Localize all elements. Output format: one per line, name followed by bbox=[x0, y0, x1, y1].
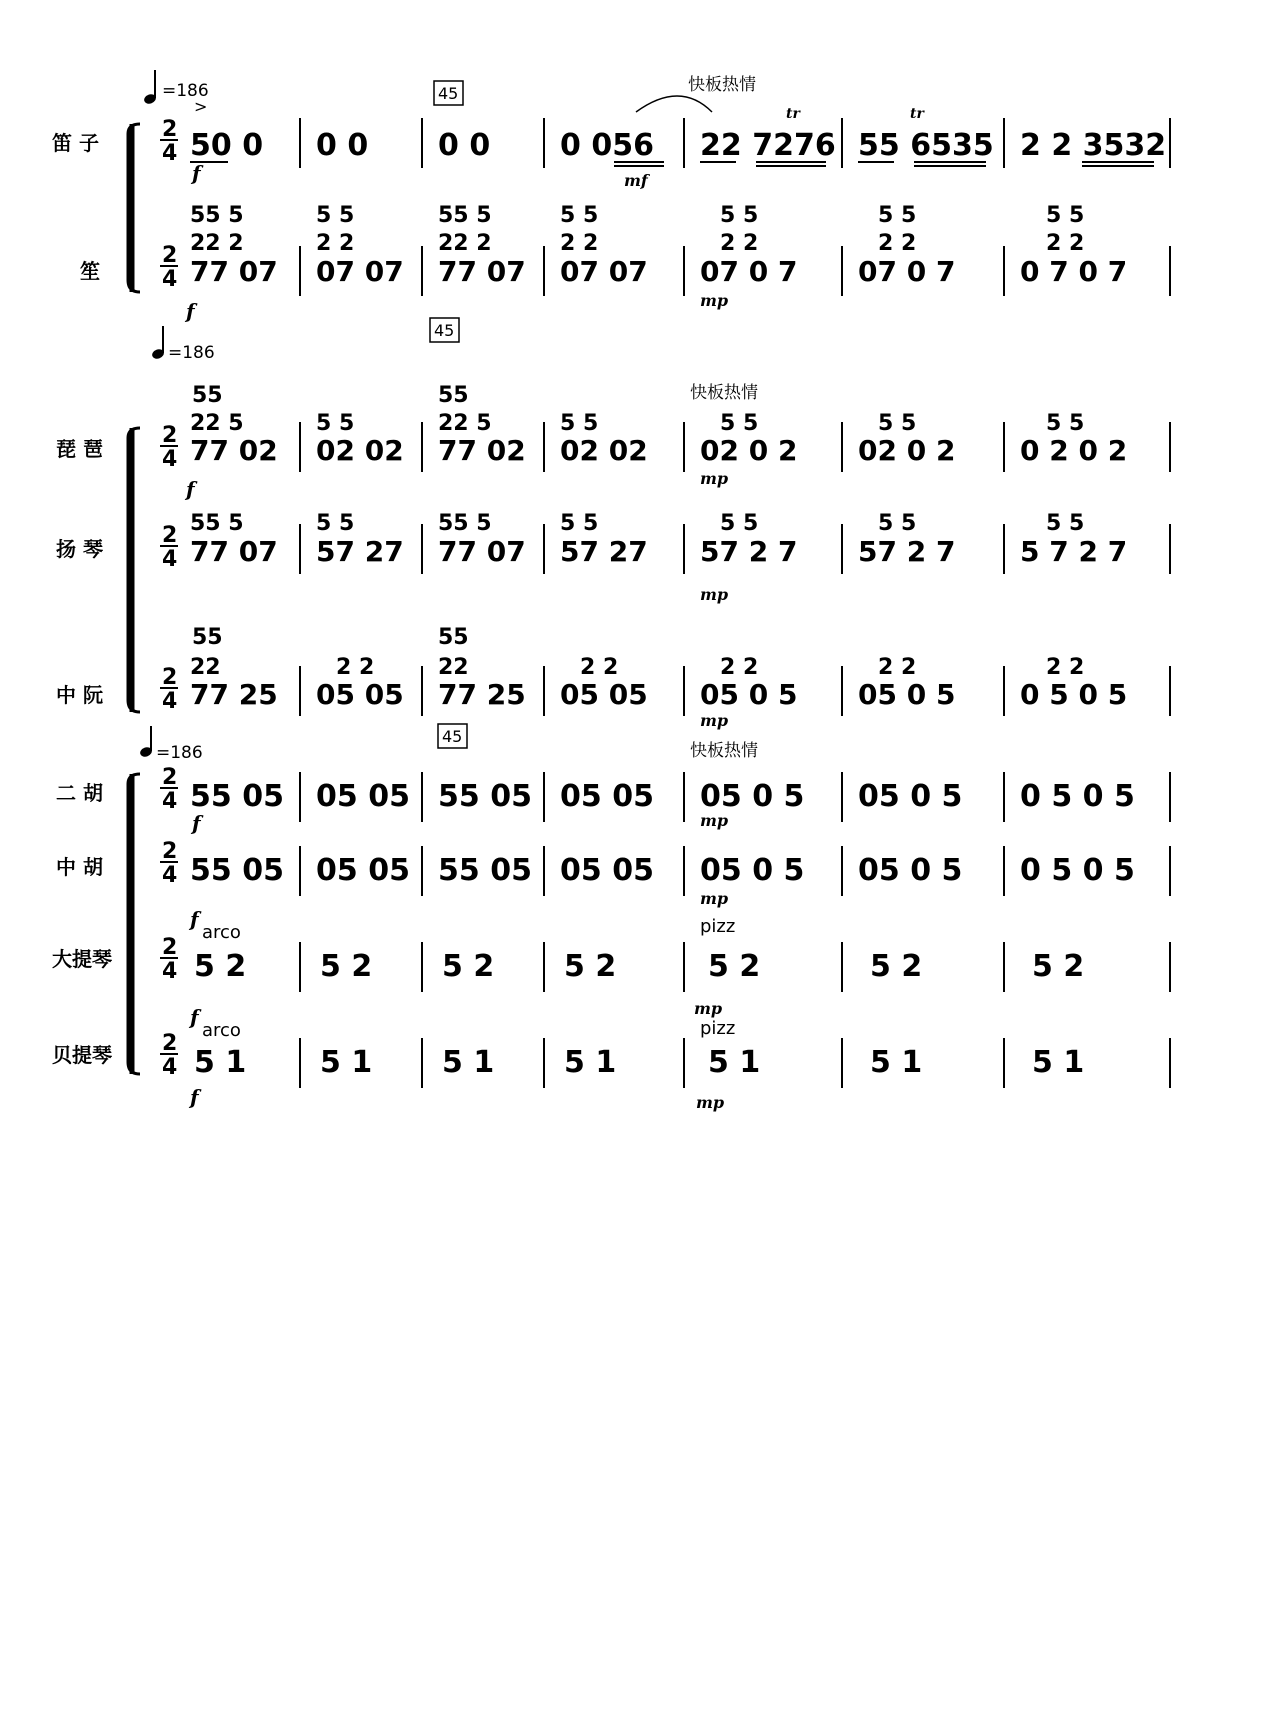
rehearsal-mark bbox=[438, 724, 467, 748]
time-signature bbox=[160, 935, 178, 984]
svg-text:2: 2 bbox=[162, 523, 178, 548]
system-plucked bbox=[56, 383, 1170, 730]
measure: 5 2 bbox=[870, 949, 923, 984]
measure: 0 2 0 2 bbox=[1020, 434, 1128, 467]
svg-text:4: 4 bbox=[162, 959, 178, 984]
trill-mark: tr bbox=[910, 106, 924, 122]
measure: 05 0 5 bbox=[858, 678, 956, 711]
svg-text:4: 4 bbox=[162, 547, 178, 572]
dynamic-mp: mp bbox=[700, 291, 729, 310]
measure: 5 2 bbox=[442, 949, 495, 984]
svg-text:55: 55 bbox=[192, 625, 223, 650]
svg-text:2 2: 2 2 bbox=[878, 655, 917, 680]
measure: 5 1 bbox=[194, 1045, 247, 1080]
measure: 77 07 bbox=[190, 255, 278, 288]
dynamic-f: f bbox=[190, 907, 199, 931]
measure: 0 5 0 5 bbox=[1020, 853, 1135, 888]
staff-label-bass: 贝提琴 bbox=[52, 1043, 112, 1067]
svg-text:2 2: 2 2 bbox=[1046, 655, 1085, 680]
measure: 0 0 bbox=[438, 128, 491, 163]
svg-text:4: 4 bbox=[162, 863, 178, 888]
svg-text:2 2: 2 2 bbox=[1046, 231, 1085, 256]
measure: 02 02 bbox=[316, 434, 404, 467]
measure: 5 1 bbox=[320, 1045, 373, 1080]
svg-text:4: 4 bbox=[162, 447, 178, 472]
svg-text:2: 2 bbox=[162, 1031, 178, 1056]
staff-label-dizi: 笛 子 bbox=[52, 131, 99, 155]
measure: 02 0 2 bbox=[700, 434, 798, 467]
svg-text:5 5: 5 5 bbox=[560, 511, 599, 536]
time-signature bbox=[160, 839, 178, 888]
tempo-text: =186 bbox=[162, 81, 209, 101]
measure: 05 0 5 bbox=[700, 853, 805, 888]
time-signature bbox=[160, 1031, 178, 1080]
svg-text:4: 4 bbox=[162, 267, 178, 292]
staff-dizi bbox=[190, 96, 1166, 190]
pizz-text: pizz bbox=[700, 1018, 736, 1039]
measure: 07 0 7 bbox=[858, 255, 956, 288]
time-signature bbox=[160, 117, 178, 166]
measure: 05 0 5 bbox=[858, 853, 963, 888]
measure: 57 2 7 bbox=[700, 535, 798, 568]
svg-text:5 5: 5 5 bbox=[316, 203, 355, 228]
svg-text:5 5: 5 5 bbox=[560, 411, 599, 436]
time-signature bbox=[160, 243, 178, 292]
svg-text:2 2: 2 2 bbox=[720, 231, 759, 256]
dynamic-mp: mp bbox=[700, 889, 729, 908]
measure: 77 07 bbox=[438, 535, 526, 568]
svg-text:2 2: 2 2 bbox=[580, 655, 619, 680]
dynamic-mf: mf bbox=[624, 171, 648, 190]
rehearsal-mark bbox=[430, 318, 459, 342]
measure: 55 05 bbox=[190, 779, 284, 814]
measure: 05 05 bbox=[316, 678, 404, 711]
arco-text: arco bbox=[202, 1020, 241, 1041]
svg-text:2: 2 bbox=[162, 117, 178, 142]
measure: 07 0 7 bbox=[700, 255, 798, 288]
svg-text:22 5: 22 5 bbox=[190, 411, 244, 436]
expression-text: 快板热情 bbox=[688, 75, 756, 95]
measure: 5 1 bbox=[870, 1045, 923, 1080]
measure: 57 27 bbox=[316, 535, 404, 568]
tempo-marking bbox=[151, 326, 215, 363]
svg-text:5 5: 5 5 bbox=[560, 203, 599, 228]
rehearsal-number: 45 bbox=[438, 84, 459, 103]
expression-text: 快板热情 bbox=[690, 383, 758, 403]
svg-text:2 2: 2 2 bbox=[316, 231, 355, 256]
svg-text:5 5: 5 5 bbox=[1046, 411, 1085, 436]
staff-label-zhongruan: 中 阮 bbox=[56, 683, 103, 707]
staff-label-sheng: 笙 bbox=[80, 259, 100, 283]
svg-text:2: 2 bbox=[162, 423, 178, 448]
measure: 5 2 bbox=[194, 949, 247, 984]
measure: 77 07 bbox=[190, 535, 278, 568]
svg-text:55 5: 55 5 bbox=[438, 511, 492, 536]
dynamic-mp: mp bbox=[696, 1093, 725, 1112]
measure: 5 1 bbox=[564, 1045, 617, 1080]
svg-text:2 2: 2 2 bbox=[878, 231, 917, 256]
dynamic-f: f bbox=[186, 477, 195, 501]
staff-pipa bbox=[184, 383, 1127, 501]
measure: 5 7 2 7 bbox=[1020, 535, 1128, 568]
staff-label-erhu: 二 胡 bbox=[56, 781, 103, 805]
measure: 02 0 2 bbox=[858, 434, 956, 467]
measure: 0 0 bbox=[316, 128, 369, 163]
svg-text:55: 55 bbox=[438, 383, 469, 408]
dynamic-f: f bbox=[192, 811, 201, 835]
svg-text:55: 55 bbox=[192, 383, 223, 408]
svg-text:55 5: 55 5 bbox=[190, 203, 244, 228]
trill-mark: tr bbox=[786, 106, 800, 122]
slur bbox=[636, 96, 712, 112]
measure: 05 05 bbox=[560, 678, 648, 711]
svg-text:5 5: 5 5 bbox=[1046, 511, 1085, 536]
tempo-marking bbox=[139, 726, 203, 763]
measure: 05 05 bbox=[560, 779, 654, 814]
rehearsal-mark bbox=[434, 81, 463, 105]
measure: 5 2 bbox=[564, 949, 617, 984]
accent-mark: > bbox=[194, 97, 208, 116]
svg-text:5 5: 5 5 bbox=[1046, 203, 1085, 228]
measure: 22 7276 bbox=[700, 128, 836, 163]
time-signature bbox=[160, 423, 178, 472]
measure: 05 0 5 bbox=[700, 779, 805, 814]
measure: 05 05 bbox=[560, 853, 654, 888]
staff-bass bbox=[188, 1045, 1084, 1112]
svg-text:5 5: 5 5 bbox=[316, 511, 355, 536]
measure: 02 02 bbox=[560, 434, 648, 467]
svg-text:4: 4 bbox=[162, 1055, 178, 1080]
dynamic-f: f bbox=[190, 1005, 199, 1029]
measure: 05 0 5 bbox=[858, 779, 963, 814]
svg-text:2 2: 2 2 bbox=[560, 231, 599, 256]
svg-text:4: 4 bbox=[162, 141, 178, 166]
svg-text:22 5: 22 5 bbox=[438, 411, 492, 436]
svg-text:45: 45 bbox=[434, 321, 455, 340]
measure: 05 0 5 bbox=[700, 678, 798, 711]
staff-erhu bbox=[190, 779, 1135, 835]
measure: 0 5 0 5 bbox=[1020, 779, 1135, 814]
time-signature bbox=[160, 665, 178, 714]
svg-text:22: 22 bbox=[190, 655, 221, 680]
svg-text:2: 2 bbox=[162, 935, 178, 960]
staff-yangqin bbox=[190, 511, 1127, 604]
dynamic-f: f bbox=[192, 161, 201, 185]
staff-label-pipa: 琵 琶 bbox=[56, 437, 103, 461]
svg-text:5 5: 5 5 bbox=[878, 203, 917, 228]
measure: 55 05 bbox=[438, 853, 532, 888]
measure: 07 07 bbox=[560, 255, 648, 288]
measure: 5 2 bbox=[708, 949, 761, 984]
svg-text:5 5: 5 5 bbox=[316, 411, 355, 436]
measure: 55 05 bbox=[438, 779, 532, 814]
measure: 57 27 bbox=[560, 535, 648, 568]
measure: 5 1 bbox=[1032, 1045, 1085, 1080]
measure: 50 0 bbox=[190, 128, 264, 163]
svg-text:5 5: 5 5 bbox=[720, 511, 759, 536]
staff-label-yangqin: 扬 琴 bbox=[56, 537, 103, 561]
svg-text:2 2: 2 2 bbox=[336, 655, 375, 680]
dynamic-f: f bbox=[186, 299, 195, 323]
measure: 77 25 bbox=[190, 678, 278, 711]
svg-text:5 5: 5 5 bbox=[878, 411, 917, 436]
staff-label-zhonghu: 中 胡 bbox=[56, 855, 103, 879]
svg-text:2: 2 bbox=[162, 765, 178, 790]
svg-text:45: 45 bbox=[442, 727, 463, 746]
svg-text:=186: =186 bbox=[168, 343, 215, 363]
measure: 5 2 bbox=[1032, 949, 1085, 984]
measure: 77 02 bbox=[438, 434, 526, 467]
measure: 05 05 bbox=[316, 853, 410, 888]
svg-text:5 5: 5 5 bbox=[720, 203, 759, 228]
svg-text:4: 4 bbox=[162, 689, 178, 714]
arco-text: arco bbox=[202, 922, 241, 943]
svg-text:2: 2 bbox=[162, 839, 178, 864]
dynamic-f: f bbox=[190, 1085, 199, 1109]
pizz-text: pizz bbox=[700, 916, 736, 937]
svg-text:2: 2 bbox=[162, 243, 178, 268]
staff-sheng bbox=[184, 203, 1127, 323]
measure: 0 7 0 7 bbox=[1020, 255, 1128, 288]
measure: 5 2 bbox=[320, 949, 373, 984]
svg-text:2: 2 bbox=[162, 665, 178, 690]
svg-text:55: 55 bbox=[438, 625, 469, 650]
dynamic-mp: mp bbox=[700, 585, 729, 604]
measure: 55 6535 bbox=[858, 128, 994, 163]
measure: 2 2 3532 bbox=[1020, 128, 1167, 163]
dynamic-mp: mp bbox=[700, 469, 729, 488]
measure: 0 5 0 5 bbox=[1020, 678, 1128, 711]
staff-label-cello: 大提琴 bbox=[52, 947, 112, 971]
svg-text:22: 22 bbox=[438, 655, 469, 680]
measure: 77 07 bbox=[438, 255, 526, 288]
dynamic-mp: mp bbox=[694, 999, 723, 1018]
svg-text:4: 4 bbox=[162, 789, 178, 814]
time-signature bbox=[160, 765, 178, 814]
measure: 77 25 bbox=[438, 678, 526, 711]
svg-text:2 2: 2 2 bbox=[720, 655, 759, 680]
staff-zhongruan bbox=[190, 625, 1127, 730]
system-winds bbox=[52, 96, 1170, 323]
measure: 55 05 bbox=[190, 853, 284, 888]
svg-text:22 2: 22 2 bbox=[438, 231, 492, 256]
dynamic-mp: mp bbox=[700, 711, 729, 730]
time-signature bbox=[160, 523, 178, 572]
staff-cello bbox=[188, 949, 1084, 1041]
measure: 07 07 bbox=[316, 255, 404, 288]
measure: 57 2 7 bbox=[858, 535, 956, 568]
dynamic-mp: mp bbox=[700, 811, 729, 830]
measure: 0 056 bbox=[560, 128, 654, 163]
svg-text:5 5: 5 5 bbox=[720, 411, 759, 436]
measure: 77 02 bbox=[190, 434, 278, 467]
svg-text:55 5: 55 5 bbox=[190, 511, 244, 536]
staff-zhonghu bbox=[188, 853, 1135, 943]
measure: 05 05 bbox=[316, 779, 410, 814]
expression-text: 快板热情 bbox=[690, 741, 758, 761]
system-bowed bbox=[52, 765, 1170, 1112]
measure: 5 1 bbox=[708, 1045, 761, 1080]
measure: 5 1 bbox=[442, 1045, 495, 1080]
svg-text:5 5: 5 5 bbox=[878, 511, 917, 536]
svg-text:=186: =186 bbox=[156, 743, 203, 763]
svg-text:55 5: 55 5 bbox=[438, 203, 492, 228]
svg-text:22 2: 22 2 bbox=[190, 231, 244, 256]
